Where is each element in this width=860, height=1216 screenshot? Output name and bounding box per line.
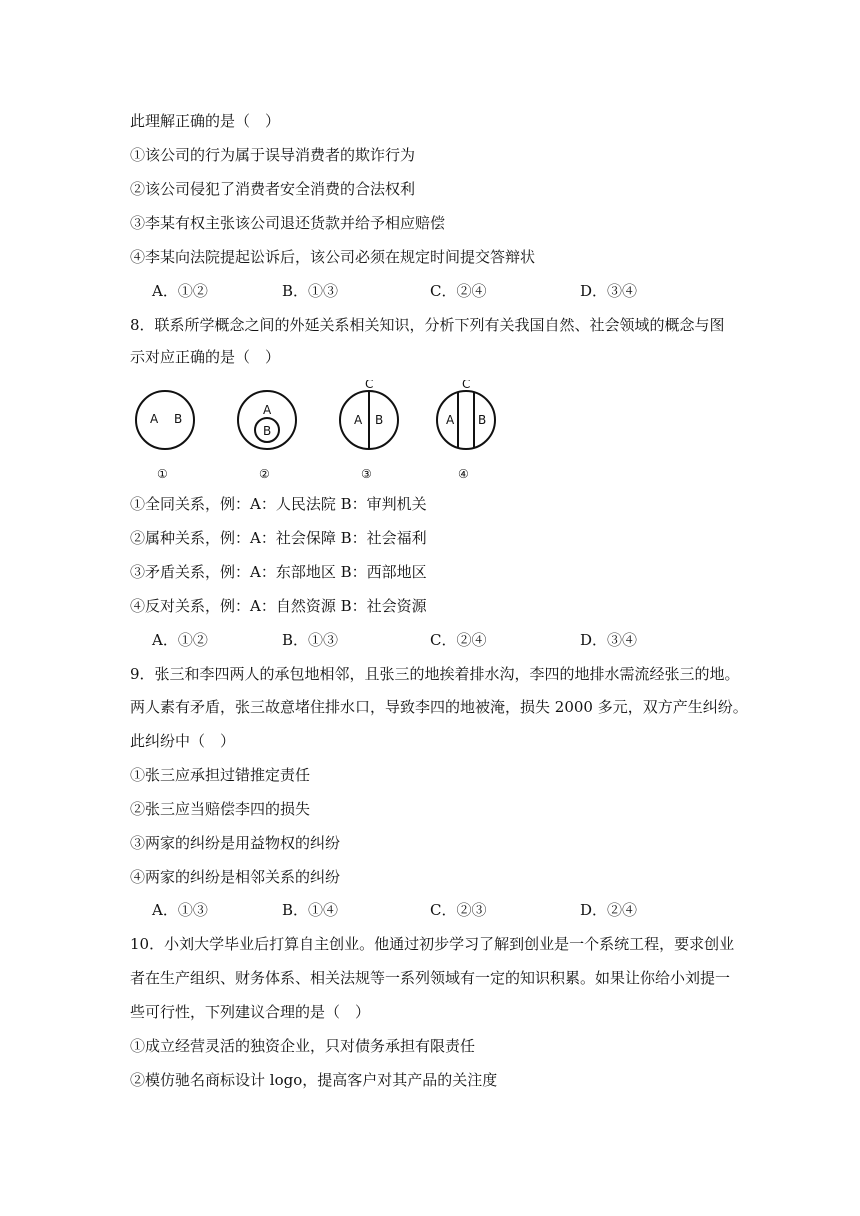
diagram-3-number: ③ bbox=[361, 467, 372, 481]
q9-statement-1: ①张三应承担过错推定责任 bbox=[130, 766, 311, 784]
q8-option-c: C．②④ bbox=[430, 631, 487, 649]
q7-statement-4: ④李某向法院提起讼诉后，该公司必须在规定时间提交答辩状 bbox=[130, 248, 536, 266]
diagram-3-label-c: C bbox=[365, 380, 374, 391]
diagram-4-label-a: A bbox=[446, 413, 455, 427]
q9-option-b: B．①④ bbox=[282, 901, 339, 919]
q9-option-c: C．②③ bbox=[430, 901, 487, 919]
diagram-4-label-c: C bbox=[462, 380, 471, 391]
q7-option-c: C．②④ bbox=[430, 282, 487, 300]
q8-statement-2: ②属种关系，例：A：社会保障 B：社会福利 bbox=[130, 529, 427, 547]
q10-statement-2: ②模仿驰名商标设计 logo，提高客户对其产品的关注度 bbox=[130, 1071, 498, 1089]
diagram-2-outer-circle bbox=[238, 391, 296, 449]
diagram-2-label-a: A bbox=[263, 403, 272, 417]
q7-option-d: D．③④ bbox=[580, 282, 638, 300]
diagram-4-label-b: B bbox=[478, 413, 487, 427]
q8-option-b: B．①③ bbox=[282, 631, 339, 649]
diagram-1-circle bbox=[136, 391, 194, 449]
q7-statement-3: ③李某有权主张该公司退还货款并给予相应赔偿 bbox=[130, 214, 446, 232]
q8-stem-line-2: 示对应正确的是（ ） bbox=[130, 348, 281, 366]
q8-option-a: A．①② bbox=[152, 631, 208, 649]
q10-stem-line-1: 10．小刘大学毕业后打算自主创业。他通过初步学习了解到创业是一个系统工程，要求创业 bbox=[130, 935, 735, 953]
q8-statement-4: ④反对关系，例：A：自然资源 B：社会资源 bbox=[130, 597, 427, 615]
q7-option-b: B．①③ bbox=[282, 282, 339, 300]
diagram-1-label-a: A bbox=[150, 412, 159, 426]
diagram-1-label-b: B bbox=[174, 412, 183, 426]
q8-option-d: D．③④ bbox=[580, 631, 638, 649]
q9-option-a: A．①③ bbox=[152, 901, 208, 919]
q8-statement-3: ③矛盾关系，例：A：东部地区 B：西部地区 bbox=[130, 563, 427, 581]
q9-statement-2: ②张三应当赔偿李四的损失 bbox=[130, 800, 311, 818]
q8-venn-diagrams bbox=[128, 380, 508, 488]
diagram-2-label-b: B bbox=[263, 424, 272, 438]
q7-stem-end: 此理解正确的是（ ） bbox=[130, 112, 281, 130]
q9-option-d: D．②④ bbox=[580, 901, 638, 919]
diagram-1-number: ① bbox=[157, 467, 168, 481]
q9-stem-line-2: 两人素有矛盾，张三故意堵住排水口，导致李四的地被淹，损失 2000 多元，双方产生纠纷。 bbox=[130, 698, 748, 716]
diagram-4-number: ④ bbox=[458, 467, 469, 481]
q9-statement-4: ④两家的纠纷是相邻关系的纠纷 bbox=[130, 868, 341, 886]
q7-option-a: A．①② bbox=[152, 282, 208, 300]
diagram-3-label-b: B bbox=[375, 413, 384, 427]
q10-statement-1: ①成立经营灵活的独资企业，只对债务承担有限责任 bbox=[130, 1037, 476, 1055]
q8-statement-1: ①全同关系，例：A：人民法院 B：审判机关 bbox=[130, 495, 427, 513]
diagram-2-number: ② bbox=[259, 467, 270, 481]
q8-stem-line-1: 8．联系所学概念之间的外延关系相关知识，分析下列有关我国自然、社会领域的概念与图 bbox=[130, 316, 725, 334]
q9-stem-line-3: 此纠纷中（ ） bbox=[130, 732, 236, 750]
diagram-3-label-a: A bbox=[354, 413, 363, 427]
q7-statement-1: ①该公司的行为属于误导消费者的欺诈行为 bbox=[130, 146, 416, 164]
q9-stem-line-1: 9．张三和李四两人的承包地相邻，且张三的地挨着排水沟，李四的地排水需流经张三的地。 bbox=[130, 665, 740, 683]
q9-statement-3: ③两家的纠纷是用益物权的纠纷 bbox=[130, 834, 341, 852]
q7-statement-2: ②该公司侵犯了消费者安全消费的合法权利 bbox=[130, 180, 416, 198]
q10-stem-line-2: 者在生产组织、财务体系、相关法规等一系列领域有一定的知识积累。如果让你给小刘提一 bbox=[130, 969, 731, 987]
q10-stem-line-3: 些可行性，下列建议合理的是（ ） bbox=[130, 1003, 371, 1021]
